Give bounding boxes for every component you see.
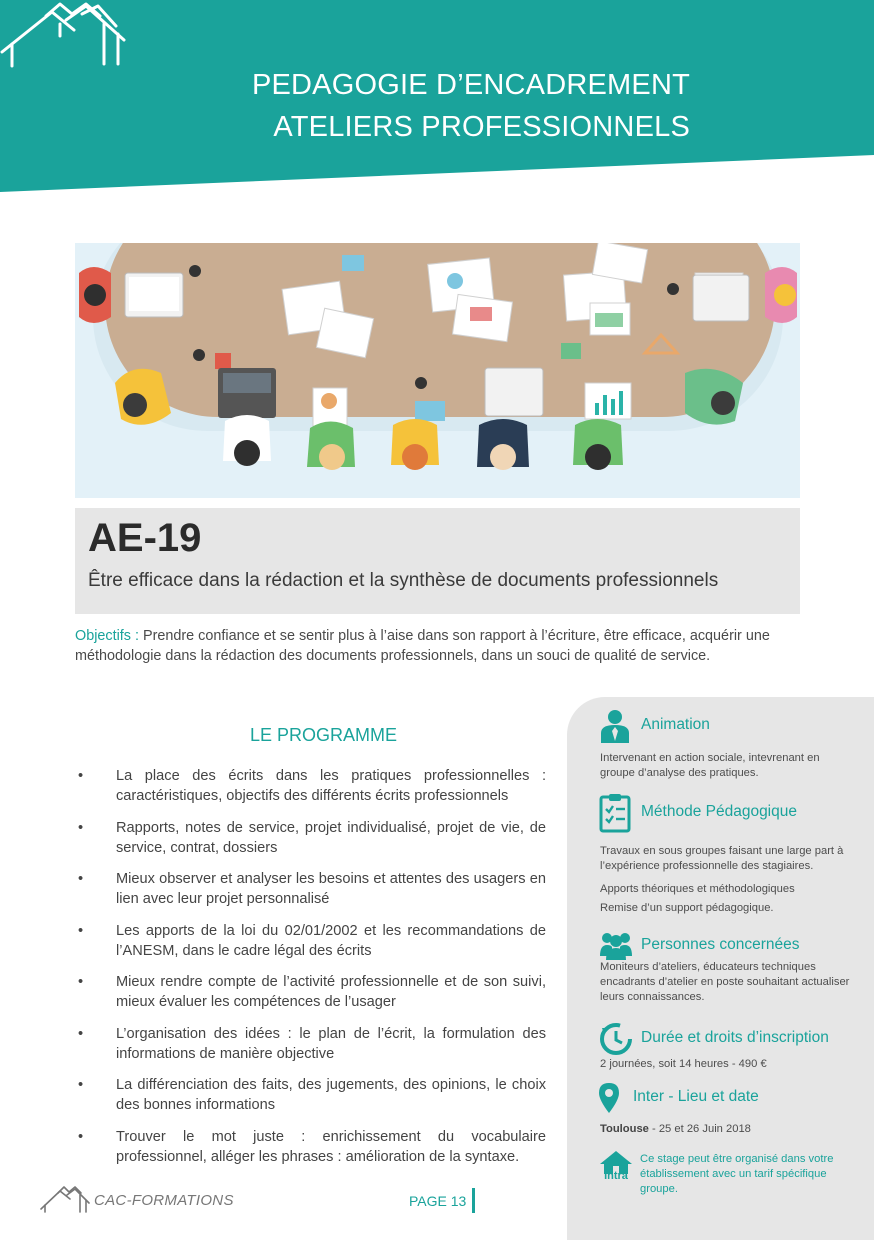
bullet: • [78, 974, 84, 990]
list-item-text: Mieux observer et analyser les besoins et attentes des usagers en lien avec leur projet personnalisé [116, 871, 546, 907]
list-item-text: La place des écrits dans les pratiques professionnelles : caractéristiques, objectifs des différents écrits professionnels [116, 768, 546, 804]
methode-text-1: Travaux en sous groupes faisant une large part à l’expérience professionnelle des stagiaires. [600, 845, 844, 872]
course-title-box [75, 508, 800, 614]
hero-illustration [75, 243, 800, 498]
list-item-text: Mieux rendre compte de l’activité professionnelle et de son suivi, mieux évaluer les compétences de l’usager [116, 974, 546, 1010]
animation-text: Intervenant en action sociale, intevrenant en groupe d’analyse des pratiques. [600, 752, 820, 779]
trainer-icon [599, 709, 631, 745]
list-item-text: L’organisation des idées : le plan de l’écrit, la formulation des informations de manière objective [116, 1025, 546, 1062]
list-item [78, 818, 546, 858]
list-item-text: Trouver le mot juste : enrichissement du vocabulaire professionnel, alléger les phrases : amélioration de la syntaxe. [116, 1128, 546, 1165]
bullet: • [78, 922, 84, 939]
duree-heading [641, 1029, 829, 1047]
course-subtitle: Être efficace dans la rédaction et la synthèse de documents professionnels [88, 570, 719, 591]
programme-list [78, 766, 546, 1178]
objectives-label: Objectifs : [75, 628, 139, 644]
list-item [78, 1075, 546, 1115]
list-item [78, 1024, 546, 1064]
objectives-text: Prendre confiance et se sentir plus à l’aise dans son rapport à l’écriture, être efficace, acquérir une méthodologie dans la rédaction des documents professionnels, dans un souci de qualité de service. [75, 628, 770, 664]
lieu-heading [633, 1088, 759, 1106]
bullet: • [78, 1077, 84, 1093]
bullet: • [78, 1025, 84, 1042]
course-code: AE-19 [88, 516, 202, 560]
bullet: • [78, 871, 84, 887]
lieu-text [600, 1122, 850, 1137]
footer-house-logo-icon [40, 1185, 90, 1213]
bullet: • [78, 819, 84, 836]
page-title [252, 64, 690, 148]
intra-badge [598, 1148, 634, 1188]
intra-label: Intra [604, 1170, 628, 1182]
list-item [78, 921, 546, 961]
bullet: • [78, 1128, 84, 1145]
personnes-heading [641, 936, 800, 954]
page-number-bar [472, 1188, 475, 1213]
list-item [78, 1127, 546, 1167]
clipboard-checklist-icon [599, 793, 631, 833]
intra-note: Ce stage peut être organisé dans votre établissement avec un tarif spécifique groupe. [640, 1153, 834, 1195]
lieu-city: Toulouse [600, 1123, 649, 1135]
people-group-icon [599, 930, 633, 960]
personnes-text: Moniteurs d’ateliers, éducateurs techniques encadrants d’atelier en poste souhaitant actualiser leurs connaissances. [600, 961, 850, 1003]
animation-heading [641, 716, 710, 734]
duree-text: 2 journées, soit 14 heures - 490 € [600, 1058, 767, 1070]
footer-brand: CAC-FORMATIONS [94, 1192, 234, 1209]
title-line-1: PEDAGOGIE D’ENCADREMENT [251, 69, 690, 101]
animation-title: Animation [641, 716, 710, 733]
list-item [78, 972, 546, 1012]
duree-title: Durée et droits d’inscription [641, 1029, 829, 1046]
methode-text-3: Remise d’un support pédagogique. [600, 902, 774, 914]
bullet: • [78, 768, 84, 784]
header-band [0, 0, 874, 195]
list-item-text: Rapports, notes de service, projet individualisé, projet de vie, de service, contrat, dossiers [116, 819, 546, 856]
meeting-table-illustration [75, 243, 800, 498]
personnes-title: Personnes concernées [641, 936, 800, 953]
list-item-text: La différenciation des faits, des jugements, des opinions, le choix des bonnes informations [116, 1077, 546, 1113]
clock-icon [599, 1022, 633, 1056]
methode-title: Méthode Pédagogique [641, 803, 797, 820]
house-logo-icon [0, 0, 128, 70]
list-item [78, 869, 546, 909]
title-line-2: ATELIERS PROFESSIONNELS [273, 111, 690, 143]
location-pin-icon [598, 1082, 620, 1114]
methode-heading [641, 803, 797, 821]
lieu-dates: - 25 et 26 Juin 2018 [648, 1123, 751, 1135]
programme-title: LE PROGRAMME [250, 725, 398, 745]
list-item [78, 766, 546, 806]
list-item-text: Les apports de la loi du 02/01/2002 et les recommandations de l’ANESM, dans le cadre légal des écrits [116, 922, 546, 959]
objectives-paragraph [75, 626, 805, 666]
house-intra-icon [598, 1148, 634, 1188]
lieu-title: Inter - Lieu et date [633, 1088, 759, 1105]
methode-text-2: Apports théoriques et méthodologiques [600, 883, 795, 895]
page-number: PAGE 13 [409, 1193, 467, 1209]
